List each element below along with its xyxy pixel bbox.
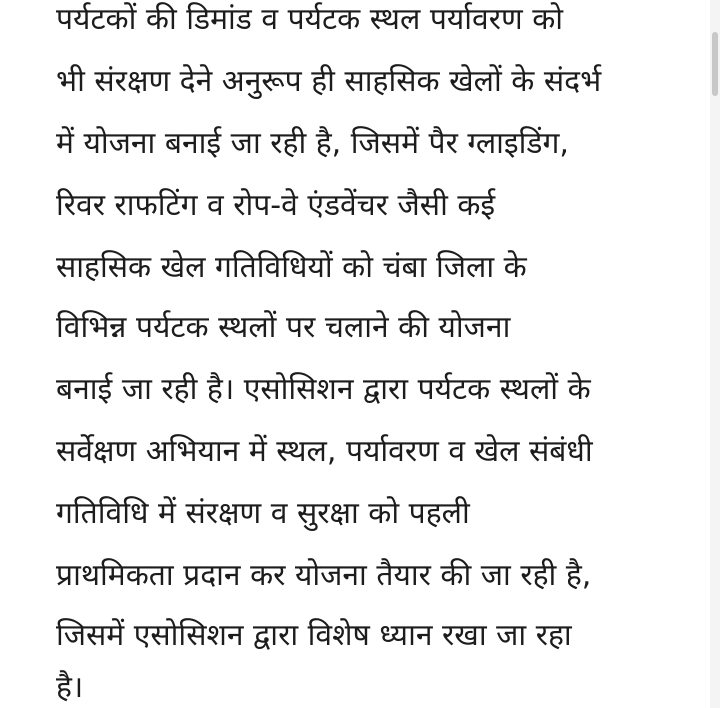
article-line: में योजना बनाई जा रही है, जिसमें पैर ग्लाइडिंग,	[56, 126, 569, 161]
article-line: है।	[56, 670, 84, 705]
article-line: साहसिक खेल गतिविधियों को चंबा जिला के	[56, 250, 527, 285]
article-line: सर्वेक्षण अभियान में स्थल, पर्यावरण व खेल संबंधी	[56, 434, 593, 469]
article-body	[56, 0, 696, 708]
article-line: भी संरक्षण देने अनुरूप ही साहसिक खेलों के संदर्भ	[56, 64, 602, 99]
article-line: प्राथमिकता प्रदान कर योजना तैयार की जा रही है,	[56, 558, 592, 593]
article-line: पर्यटकों की डिमांड व पर्यटक स्थल पर्यावरण को	[56, 2, 564, 37]
article-line: गतिविधि में संरक्षण व सुरक्षा को पहली	[56, 496, 470, 531]
scrollbar[interactable]	[710, 0, 720, 708]
article-line: रिवर राफटिंग व रोप-वे एंडवेंचर जैसी कई	[56, 188, 496, 223]
article-line: बनाई जा रही है। एसोसिशन द्वारा पर्यटक स्थलों के	[56, 372, 591, 407]
scroll-thumb[interactable]	[712, 32, 718, 96]
article-line: विभिन्न पर्यटक स्थलों पर चलाने की योजना	[56, 310, 511, 345]
article-line: जिसमें एसोसिशन द्वारा विशेष ध्यान रखा जा रहा	[56, 618, 572, 653]
